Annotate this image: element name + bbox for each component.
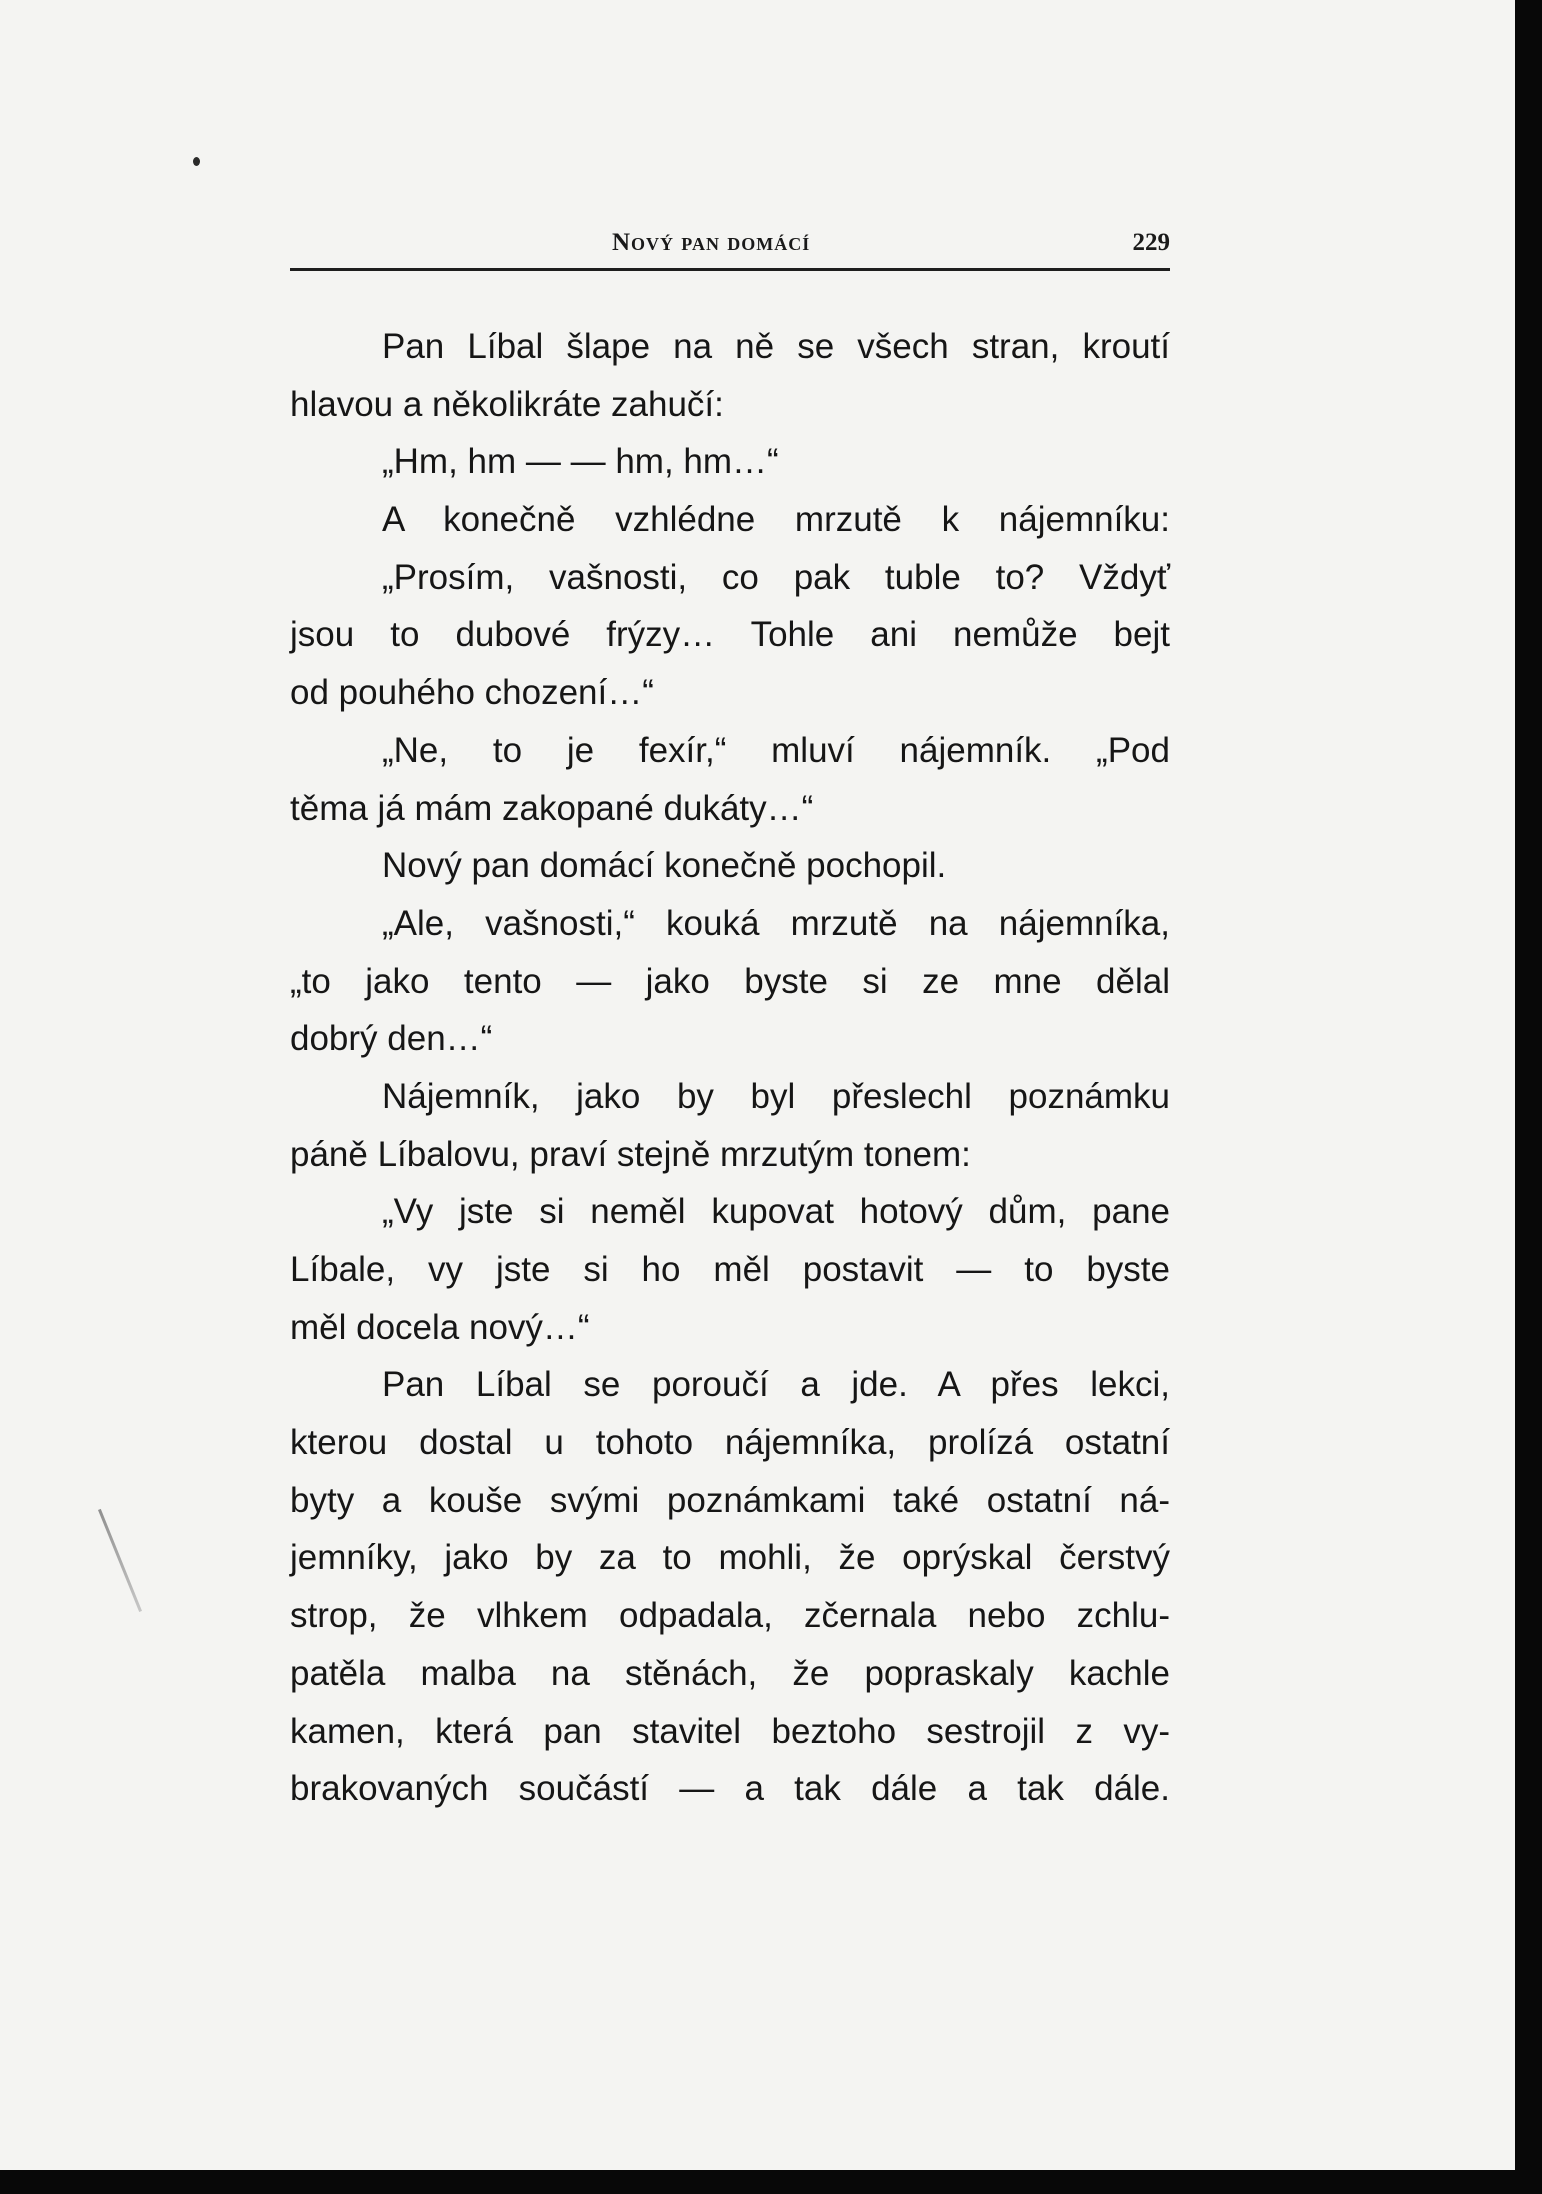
text-line: Nájemník, jako by byl přeslechl poznámku (382, 1076, 1170, 1116)
text-line: „Prosím, vašnosti, co pak tuble to? Vždyť (382, 557, 1170, 597)
text-line: páně Líbalovu, praví stejně mrzutým tonem: (290, 1134, 971, 1174)
text-line: měl docela nový…“ (290, 1307, 590, 1347)
text-line: kamen, která pan stavitel beztoho sestrojil z vy- (290, 1711, 1170, 1751)
text-line: brakovaných součástí — a tak dále a tak dále. (290, 1769, 1170, 1809)
margin-scratch-mark (98, 1509, 142, 1612)
scan-border-right (1515, 0, 1542, 2194)
running-header (290, 225, 1170, 265)
text-line: Nový pan domácí konečně pochopil. (382, 846, 947, 886)
text-line: „Ale, vašnosti,“ kouká mrzutě na nájemníka, (382, 903, 1170, 943)
ink-speck (193, 157, 200, 166)
text-line: Pan Líbal se poroučí a jde. A přes lekci, (382, 1365, 1170, 1405)
text-line: A konečně vzhlédne mrzutě k nájemníku: (382, 500, 1170, 540)
text-line: patěla malba na stěnách, že popraskaly kachle (290, 1653, 1170, 1693)
text-line: Líbale, vy jste si ho měl postavit — to byste (290, 1250, 1170, 1289)
text-line: hlavou a několikráte zahučí: (290, 384, 724, 424)
scan-border-bottom (0, 2170, 1542, 2194)
page-number: 229 (1132, 229, 1170, 256)
text-line: od pouhého chození…“ (290, 673, 654, 713)
text-line: byty a kouše svými poznámkami také ostatní ná- (290, 1480, 1170, 1520)
text-line: jemníky, jako by za to mohli, že oprýskal čerstvý (290, 1538, 1170, 1578)
text-line: Pan Líbal šlape na ně se všech stran, kroutí (382, 327, 1170, 366)
text-line: „to jako tento — jako byste si ze mne dělal (290, 961, 1170, 1001)
text-line: dobrý den…“ (290, 1019, 493, 1059)
text-line: jsou to dubové frýzy… Tohle ani nemůže bejt (290, 615, 1170, 655)
text-line: „Ne, to je fexír,“ mluví nájemník. „Pod (382, 730, 1170, 770)
running-title: Nový pan domácí (612, 229, 811, 256)
text-line: kterou dostal u tohoto nájemníka, prolízá ostatní (290, 1423, 1170, 1463)
header-rule (290, 268, 1170, 271)
body-text (290, 318, 1170, 1818)
text-line: strop, že vlhkem odpadala, zčernala nebo zchlu- (290, 1596, 1170, 1636)
text-line: těma já mám zakopané dukáty…“ (290, 788, 814, 828)
text-line: „Vy jste si neměl kupovat hotový dům, pane (382, 1192, 1170, 1232)
text-line: „Hm, hm — — hm, hm…“ (382, 442, 779, 482)
